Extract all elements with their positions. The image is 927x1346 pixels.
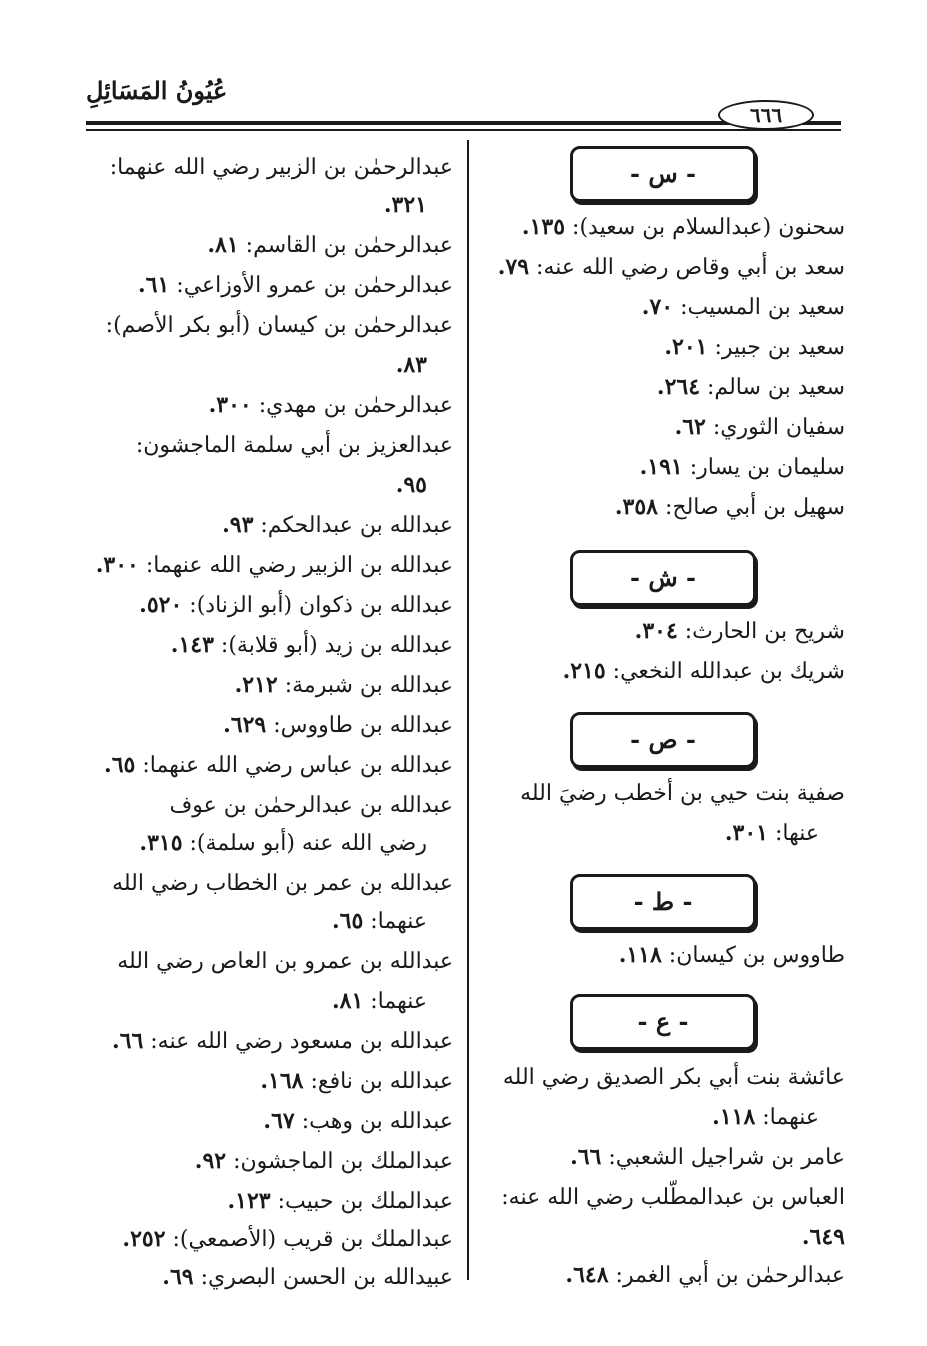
index-entry: عبدالله بن وهب: ٦٧. bbox=[263, 1108, 453, 1134]
index-entry: شريك بن عبدالله النخعي: ٢١٥. bbox=[562, 658, 845, 684]
index-entry: طاووس بن كيسان: ١١٨. bbox=[618, 942, 845, 968]
index-entry: عبدالرحمٰن بن أبي الغمر: ٦٤٨. bbox=[565, 1262, 845, 1288]
index-entry: عبدالملك بن قريب (الأصمعي): ٢٥٢. bbox=[122, 1226, 453, 1252]
index-entry: عبدالله بن نافع: ١٦٨. bbox=[260, 1068, 453, 1094]
index-entry-continuation: ٨٣. bbox=[395, 352, 427, 378]
index-entry: عبدالرحمٰن بن الزبير رضي الله عنهما: bbox=[109, 155, 453, 180]
running-title: عُيُونُ المَسَائِلِ bbox=[86, 76, 228, 105]
section-heading-sad: - ص - bbox=[570, 712, 756, 768]
index-entry-continuation: عنهما: ١١٨. bbox=[712, 1104, 819, 1130]
index-entry: عبدالله بن عمرو بن العاص رضي الله bbox=[117, 949, 453, 974]
index-entry-continuation: ٣٢١. bbox=[383, 192, 427, 218]
index-entry: عبدالله بن عبدالرحمٰن بن عوف bbox=[169, 793, 453, 818]
index-entry: سفيان الثوري: ٦٢. bbox=[674, 414, 845, 440]
index-entry: عبدالله بن شبرمة: ٢١٢. bbox=[234, 672, 453, 698]
index-entry-continuation: عنهما: ٨١. bbox=[331, 988, 427, 1014]
index-entry-continuation: ٦٤٩. bbox=[801, 1224, 845, 1250]
section-heading-ain: - ع - bbox=[570, 994, 756, 1050]
index-entry: عبدالله بن زيد (أبو قلابة): ١٤٣. bbox=[170, 632, 453, 658]
index-entry: عبدالله بن عمر بن الخطاب رضي الله bbox=[112, 871, 453, 896]
index-entry-continuation: عنهما: ٦٥. bbox=[331, 908, 427, 934]
index-entry: سعيد بن سالم: ٢٦٤. bbox=[656, 374, 845, 400]
index-entry-continuation: رضي الله عنه (أبو سلمة): ٣١٥. bbox=[139, 830, 427, 856]
index-entry: العباس بن عبدالمطّلب رضي الله عنه: bbox=[501, 1185, 845, 1210]
section-heading-seen: - س - bbox=[570, 146, 756, 202]
index-entry: عبدالرحمٰن بن القاسم: ٨١. bbox=[207, 232, 453, 258]
index-entry: عامر بن شراجيل الشعبي: ٦٦. bbox=[570, 1144, 845, 1170]
index-entry: عبدالله بن عباس رضي الله عنهما: ٦٥. bbox=[104, 752, 453, 778]
section-heading-taa: - ط - bbox=[570, 874, 756, 930]
index-entry: عبدالله بن ذكوان (أبو الزناد): ٥٢٠. bbox=[139, 592, 453, 618]
index-entry: سهيل بن أبي صالح: ٣٥٨. bbox=[614, 494, 845, 520]
index-entry: سعيد بن جبير: ٢٠١. bbox=[664, 334, 845, 360]
index-entry: عبدالعزيز بن أبي سلمة الماجشون: bbox=[135, 433, 453, 458]
index-entry: عبدالله بن الزبير رضي الله عنهما: ٣٠٠. bbox=[95, 552, 453, 578]
index-entry: شريح بن الحارث: ٣٠٤. bbox=[634, 618, 845, 644]
index-entry: سليمان بن يسار: ١٩١. bbox=[639, 454, 845, 480]
section-heading-sheen: - ش - bbox=[570, 550, 756, 606]
index-entry-continuation: ٩٥. bbox=[395, 472, 427, 498]
index-entry: عبدالرحمٰن بن مهدي: ٣٠٠. bbox=[208, 392, 453, 418]
page-number: ٦٦٦ bbox=[718, 100, 814, 130]
index-entry: عبدالملك بن الماجشون: ٩٢. bbox=[194, 1148, 453, 1174]
index-entry: سحنون (عبدالسلام بن سعيد): ١٣٥. bbox=[521, 214, 845, 240]
index-entry: عبدالله بن مسعود رضي الله عنه: ٦٦. bbox=[111, 1028, 453, 1054]
index-entry: عبدالملك بن حبيب: ١٢٣. bbox=[227, 1188, 453, 1214]
index-entry: عبيدالله بن الحسن البصري: ٦٩. bbox=[162, 1264, 453, 1290]
index-entry: سعد بن أبي وقاص رضي الله عنه: ٧٩. bbox=[497, 254, 845, 280]
index-entry: عبدالرحمٰن بن كيسان (أبو بكر الأصم): bbox=[105, 313, 453, 338]
index-entry: عبدالله بن طاووس: ٦٢٩. bbox=[223, 712, 453, 738]
index-entry: سعيد بن المسيب: ٧٠. bbox=[641, 294, 845, 320]
index-entry: صفية بنت حيي بن أخطب رضيَ الله bbox=[520, 781, 845, 806]
index-entry: عبدالرحمٰن بن عمرو الأوزاعي: ٦١. bbox=[138, 272, 453, 298]
index-entry: عبدالله بن عبدالحكم: ٩٣. bbox=[222, 512, 453, 538]
index-entry: عائشة بنت أبي بكر الصديق رضي الله bbox=[502, 1065, 845, 1090]
index-entry-continuation: عنها: ٣٠١. bbox=[724, 820, 819, 846]
